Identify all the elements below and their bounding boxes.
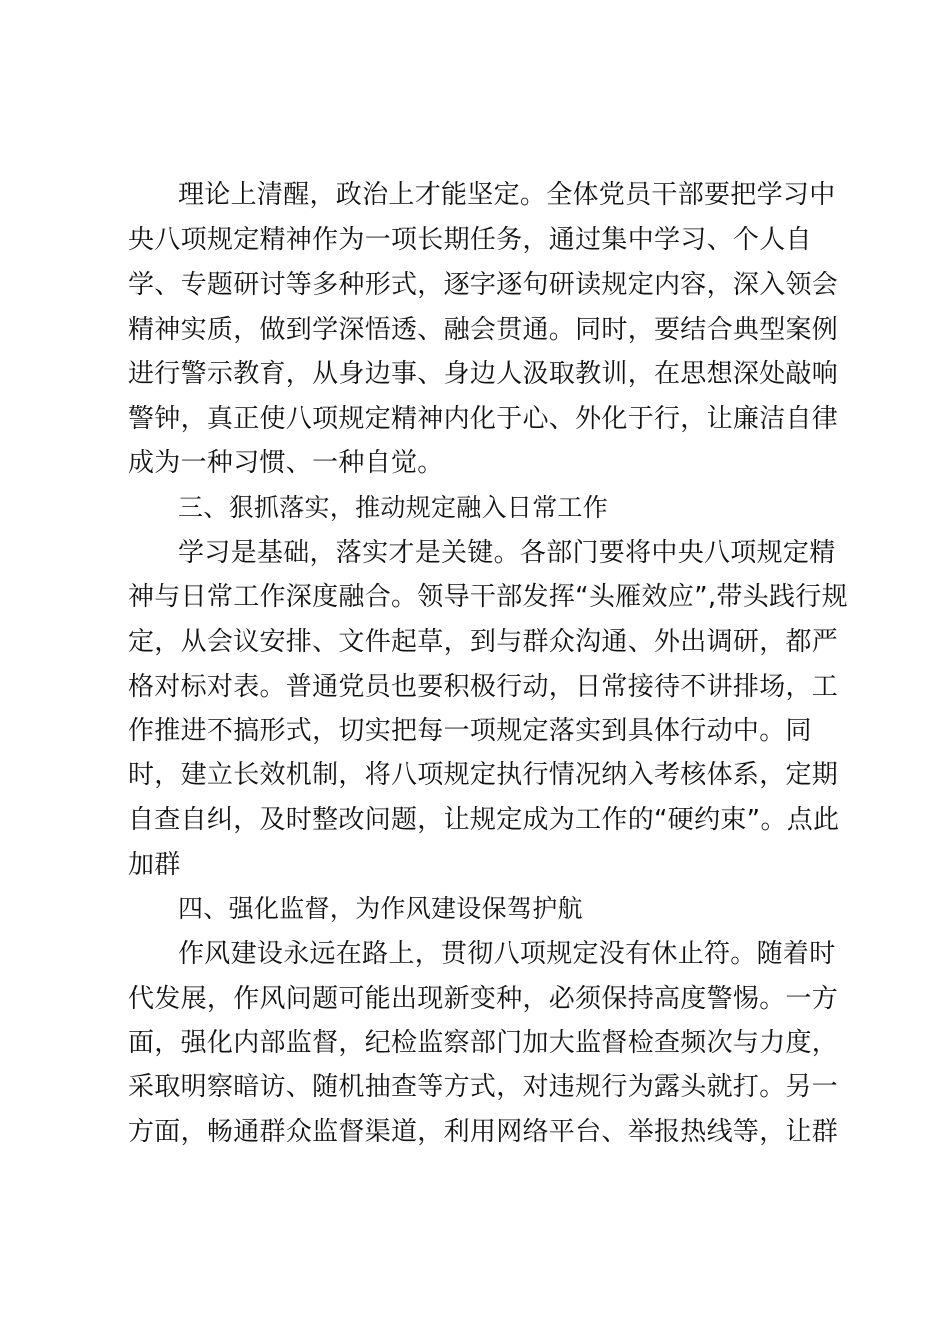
paragraph-line: 精神实质，做到学深悟透、融会贯通。同时，要结合典型案例 [128,315,839,345]
paragraph-line: 神与日常工作深度融合。领导干部发挥“头雁效应”,带头践行规 [128,582,848,612]
paragraph-line: 央八项规定精神作为一项长期任务，通过集中学习、个人自 [128,225,812,255]
paragraph-line: 自查自纠，及时整改问题，让规定成为工作的“硬约束”。点此 [128,805,840,835]
section-heading: 三、狠抓落实，推动规定融入日常工作 [178,493,609,522]
paragraph-line: 作风建设永远在路上，贯彻八项规定没有休止符。随着时 [178,939,836,969]
paragraph-line: 采取明察暗访、随机抽查等方式，对违规行为露头就打。另一 [128,1072,839,1102]
paragraph-line: 学习是基础，落实才是关键。各部门要将中央八项规定精 [178,538,836,568]
paragraph-line: 作推进不搞形式，切实把每一项规定落实到具体行动中。同 [128,716,812,746]
paragraph-line: 理论上清醒，政治上才能坚定。全体党员干部要把学习中 [178,180,836,210]
paragraph-line: 加群 [128,850,181,880]
paragraph-line: 代发展，作风问题可能出现新变种，必须保持高度警惕。一方 [128,984,839,1014]
paragraph-line: 时，建立长效机制，将八项规定执行情况纳入考核体系，定期 [128,760,839,790]
paragraph-line: 方面，畅通群众监督渠道，利用网络平台、举报热线等，让群 [128,1117,839,1147]
paragraph-line: 定，从会议安排、文件起草，到与群众沟通、外出调研，都严 [128,627,839,657]
paragraph-line: 学、专题研讨等多种形式，逐字逐句研读规定内容，深入领会 [128,270,839,300]
paragraph-line: 面，强化内部监督，纪检监察部门加大监督检查频次与力度， [128,1028,839,1058]
paragraph-line: 格对标对表。普通党员也要积极行动，日常接待不讲排场，工 [128,672,839,702]
section-heading: 四、强化监督，为作风建设保驾护航 [178,894,583,923]
paragraph-line: 进行警示教育，从身边事、身边人汲取教训，在思想深处敲响 [128,359,839,389]
paragraph-line: 警钟，真正使八项规定精神内化于心、外化于行，让廉洁自律 [128,404,839,434]
paragraph-line: 成为一种习惯、一种自觉。 [128,448,444,478]
